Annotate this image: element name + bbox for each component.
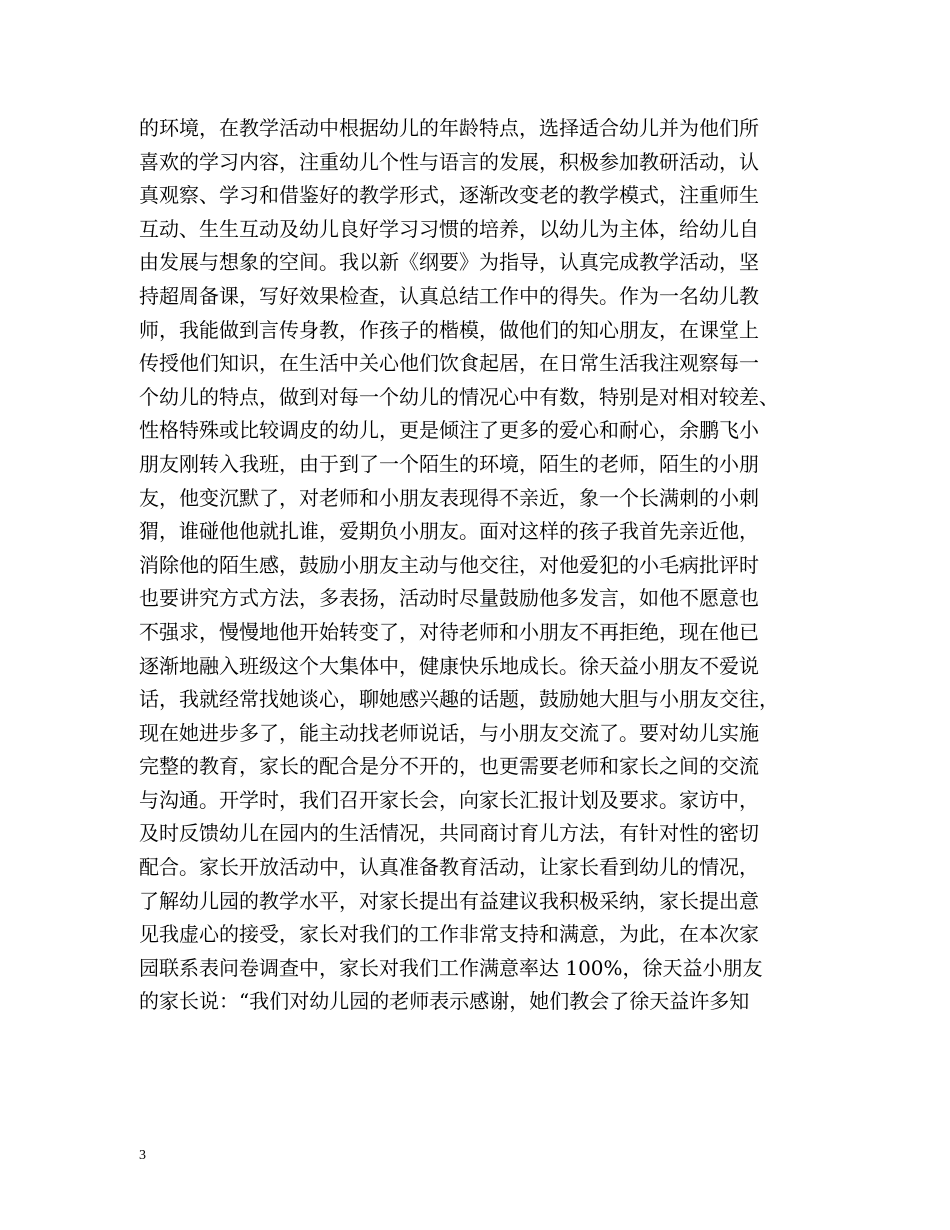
text-line: 友，他变沉默了，对老师和小朋友表现得不亲近，象一个长满刺的小刺 — [139, 485, 759, 510]
text-line: 及时反馈幼儿在园内的生活情况，共同商讨育儿方法，有针对性的密切 — [139, 821, 759, 846]
text-line: 现在她进步多了，能主动找老师说话，与小朋友交流了。要对幼儿实施 — [139, 720, 759, 745]
text-line: 互动、生生互动及幼儿良好学习习惯的培养，以幼儿为主体，给幼儿自 — [139, 216, 759, 241]
text-line: 园联系表问卷调查中，家长对我们工作满意率达 100%，徐天益小朋友 — [139, 955, 763, 980]
text-line: 见我虚心的接受，家长对我们的工作非常支持和满意，为此，在本次家 — [139, 922, 759, 947]
text-line: 师，我能做到言传身教，作孩子的楷模，做他们的知心朋友，在课堂上 — [139, 317, 759, 342]
text-line: 的家长说：“我们对幼儿园的老师表示感谢，她们教会了徐天益许多知 — [139, 989, 750, 1014]
text-line: 喜欢的学习内容，注重幼儿个性与语言的发展，积极参加教研活动，认 — [139, 149, 759, 174]
body-paragraph — [139, 112, 839, 1019]
text-line: 的环境，在教学活动中根据幼儿的年龄特点，选择适合幼儿并为他们所 — [139, 116, 759, 140]
text-line: 朋友刚转入我班，由于到了一个陌生的环境，陌生的老师，陌生的小朋 — [139, 451, 759, 476]
text-line: 持超周备课，写好效果检查，认真总结工作中的得失。作为一名幼儿教 — [139, 283, 759, 308]
text-line: 由发展与想象的空间。我以新《纲要》为指导，认真完成教学活动，坚 — [139, 250, 759, 275]
text-line: 真观察、学习和借鉴好的教学形式，逐渐改变老的教学模式，注重师生 — [139, 183, 759, 208]
text-line: 逐渐地融入班级这个大集体中，健康快乐地成长。徐天益小朋友不爱说 — [139, 653, 759, 678]
text-line: 传授他们知识，在生活中关心他们饮食起居，在日常生活我注观察每一 — [139, 351, 759, 376]
text-line: 话，我就经常找她谈心，聊她感兴趣的话题，鼓励她大胆与小朋友交往， — [139, 687, 779, 712]
text-line: 猬，谁碰他他就扎谁，爱期负小朋友。面对这样的孩子我首先亲近他， — [139, 519, 759, 544]
text-line: 与沟通。开学时，我们召开家长会，向家长汇报计划及要求。家访中， — [139, 787, 759, 812]
text-line: 消除他的陌生感，鼓励小朋友主动与他交往，对他爱犯的小毛病批评时 — [139, 552, 759, 577]
text-line: 完整的教育，家长的配合是分不开的，也更需要老师和家长之间的交流 — [139, 754, 759, 779]
text-line: 性格特殊或比较调皮的幼儿，更是倾注了更多的爱心和耐心，余鹏飞小 — [139, 418, 759, 443]
text-line: 配合。家长开放活动中，认真准备教育活动，让家长看到幼儿的情况， — [139, 855, 759, 880]
page-number: 3 — [139, 1148, 146, 1163]
text-line: 不强求，慢慢地他开始转变了，对待老师和小朋友不再拒绝，现在他已 — [139, 619, 759, 644]
text-line: 个幼儿的特点，做到对每一个幼儿的情况心中有数，特别是对相对较差、 — [139, 384, 779, 409]
text-line: 了解幼儿园的教学水平，对家长提出有益建议我积极采纳，家长提出意 — [139, 888, 759, 913]
text-line: 也要讲究方式方法，多表扬，活动时尽量鼓励他多发言，如他不愿意也 — [139, 586, 759, 611]
